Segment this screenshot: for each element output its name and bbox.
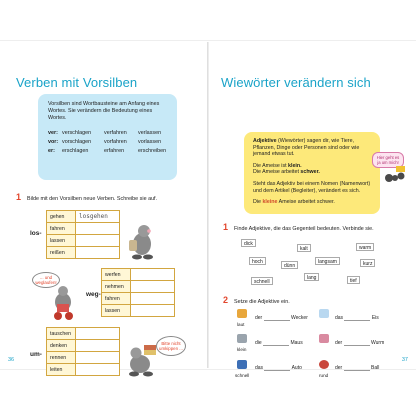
info-definition — [253, 138, 371, 158]
mole-on-scooter-illustration — [48, 282, 78, 322]
word-card[interactable]: tief — [347, 276, 360, 284]
word-card[interactable]: dick — [241, 239, 256, 247]
prefix-example: verfahren — [104, 130, 127, 136]
adjective-label: klein — [237, 347, 247, 352]
word-card[interactable]: hoch — [249, 257, 266, 265]
worm-icon — [319, 334, 329, 343]
word-card[interactable]: schnell — [251, 277, 273, 285]
definition-text: (Wiewörter) sagen dir, wie Tiere, Pflanzen, Dinge oder Personen sind oder wie jemand etwas tut. — [253, 138, 360, 158]
answer-field[interactable] — [76, 247, 120, 259]
article: der — [335, 340, 343, 346]
blank-line[interactable] — [264, 364, 290, 371]
stem-cell: lassen — [47, 235, 76, 247]
fill-in-row — [335, 339, 384, 346]
article: der — [255, 315, 263, 321]
stem-cell: werfen — [102, 269, 131, 281]
word-card[interactable]: kalt — [297, 244, 311, 252]
mole-with-bag-illustration — [124, 218, 164, 262]
stem-cell: leiten — [47, 364, 76, 376]
prefix-info-text: Vorsilben sind Wortbausteine am Anfang eines Wortes. Sie verändern die Bedeutung eines Wortes. — [48, 101, 160, 121]
article: das — [335, 315, 344, 321]
word-card[interactable]: kurz — [360, 259, 375, 267]
blank-line[interactable] — [344, 339, 370, 346]
speech-bubble-umkippen: Bitte nicht umkippen ... — [156, 336, 186, 356]
noun: Wurm — [371, 340, 385, 346]
fill-in-row — [255, 364, 302, 371]
left-page — [0, 42, 207, 373]
left-page-title: Verben mit Vorsilben — [16, 75, 138, 90]
stem-cell: denken — [47, 340, 76, 352]
blank-line[interactable] — [344, 364, 370, 371]
page-number-left: 36 — [8, 357, 15, 363]
prefix-info-box — [38, 94, 177, 180]
stem-cell: rennen — [47, 352, 76, 364]
prefix-example: vorfahren — [104, 139, 127, 145]
right-page — [209, 42, 416, 378]
adjective-label: rund — [319, 373, 329, 378]
prefix-example: verlassen — [138, 130, 162, 136]
stem-cell: fahren — [47, 223, 76, 235]
blank-line[interactable] — [263, 339, 289, 346]
prefix-vor: vor: — [48, 139, 59, 145]
alarm-clock-icon — [237, 309, 247, 318]
task-number-1: 1 — [16, 192, 22, 202]
stem-cell: reißen — [47, 247, 76, 259]
task-number-1: 1 — [223, 222, 229, 232]
task-number-2: 2 — [223, 295, 229, 305]
answer-field[interactable] — [131, 281, 175, 293]
article: die — [255, 340, 262, 346]
adjective-label: schnell — [235, 373, 250, 378]
word-table-um — [46, 327, 120, 376]
stem-cell: gehen — [47, 211, 76, 223]
blank-line[interactable] — [344, 314, 370, 321]
answer-field[interactable] — [76, 223, 120, 235]
ant-illustration — [381, 164, 407, 192]
noun: Eis — [371, 315, 379, 321]
car-icon — [237, 360, 247, 369]
noun: Wecker — [291, 315, 308, 321]
example-text: Die Ameise arbeitet — [253, 169, 299, 176]
prefix-example: verschlagen — [62, 130, 92, 136]
word-table-los — [46, 210, 120, 259]
noun: Auto — [291, 365, 302, 371]
word-card[interactable]: warm — [356, 243, 374, 251]
mouse-icon — [237, 334, 247, 343]
prefix-example: erfahren — [104, 148, 125, 154]
adjective-label: laut — [237, 322, 245, 327]
term-adjektive: Adjektive — [253, 138, 277, 144]
answer-field[interactable] — [76, 364, 120, 376]
mole-carrying-stack-illustration — [122, 338, 160, 378]
answer-field[interactable] — [131, 305, 175, 317]
answer-field[interactable]: losgehen — [76, 211, 120, 223]
example-text: Ameise arbeitet schwer. — [278, 199, 335, 206]
stem-cell: fahren — [102, 293, 131, 305]
prefix-er: er: — [48, 148, 55, 154]
answer-field[interactable] — [76, 352, 120, 364]
task-1-instruction: Bilde mit den Vorsilben neue Verben. Schreibe sie auf. — [27, 196, 158, 202]
task-1-instruction: Finde Adjektive, die das Gegenteil bedeuten. Verbinde sie. — [234, 226, 374, 232]
ball-icon — [319, 360, 329, 369]
noun: Ball — [371, 365, 380, 371]
page-number-right: 37 — [401, 357, 408, 363]
prefix-example: vorschlagen — [62, 139, 92, 145]
info-rule: Steht das Adjektiv bei einem Nomen (Namenwort) und dem Artikel (Begleiter), verändert es sich. — [253, 180, 371, 194]
answer-field[interactable] — [76, 340, 120, 352]
speech-bubble-weglaufen: ... und weglaufen! — [32, 272, 60, 288]
word-card[interactable]: dünn — [281, 261, 298, 269]
prefix-examples — [48, 130, 167, 155]
example-adjective: klein. — [288, 162, 302, 169]
prefix-ver: ver: — [48, 130, 58, 136]
prefix-example: erschlagen — [62, 148, 89, 154]
fill-in-row — [335, 364, 379, 371]
example-text: Die — [253, 199, 261, 206]
stem-cell: nehmen — [102, 281, 131, 293]
prefix-los: los- — [30, 230, 42, 237]
word-card[interactable]: lang — [304, 273, 319, 281]
prefix-um: um- — [30, 351, 42, 358]
article: der — [335, 365, 343, 371]
fill-in-row — [255, 314, 308, 321]
answer-field[interactable] — [131, 269, 175, 281]
info-example-sentence — [253, 199, 371, 206]
prefix-example: erschreiben — [138, 148, 167, 154]
answer-field[interactable] — [76, 328, 120, 340]
example-adjective: kleine — [262, 199, 278, 206]
right-page-title: Wiewörter verändern sich — [221, 75, 371, 90]
stem-cell: tauschen — [47, 328, 76, 340]
example-text: Die Ameise ist — [253, 162, 287, 169]
adjective-info-box — [244, 132, 380, 214]
article: das — [255, 365, 264, 371]
prefix-example: vorlassen — [138, 139, 162, 145]
info-examples — [253, 163, 371, 176]
speech-bubble-ant: Hier geht es ja um mich! — [372, 152, 404, 168]
ice-cream-icon — [319, 309, 329, 318]
task-2-instruction: Setze die Adjektive ein. — [234, 299, 290, 305]
stem-cell: lassen — [102, 305, 131, 317]
prefix-weg: weg- — [86, 291, 101, 298]
word-table-weg — [101, 268, 175, 317]
word-card[interactable]: langsam — [315, 257, 340, 265]
answer-field[interactable] — [76, 235, 120, 247]
blank-line[interactable] — [264, 314, 290, 321]
noun: Maus — [290, 340, 303, 346]
fill-in-row — [335, 314, 379, 321]
answer-field[interactable] — [131, 293, 175, 305]
fill-in-row — [255, 339, 303, 346]
example-adjective: schwer. — [300, 169, 320, 176]
